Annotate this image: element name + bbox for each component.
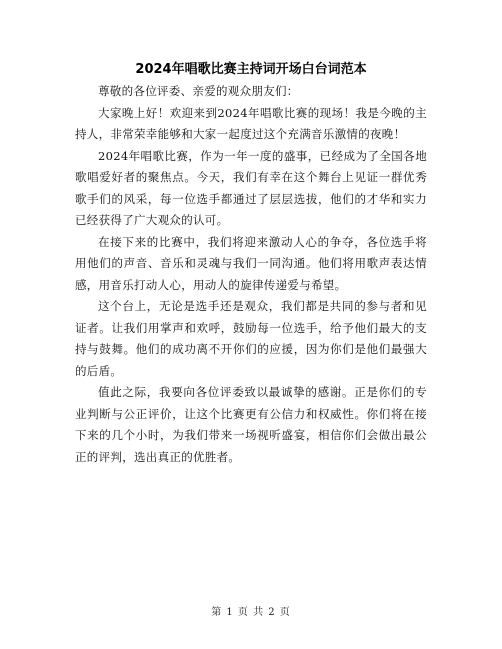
paragraph-audience: 这个台上，无论是选手还是观众，我们都是共同的参与者和见证者。让我们用掌声和欢呼，鼓励每一位选手，给予他们最大的支持与鼓舞。他们的成功离不开你们的应援，因为你们是他们最强大的后盾。 — [75, 299, 427, 378]
salutation: 尊敬的各位评委、亲爱的观众朋友们： — [98, 84, 299, 98]
paragraph-competition: 在接下来的比赛中，我们将迎来激动人心的争夺，各位选手将用他们的声音、音乐和灵魂与我们一同沟通。他们将用歌声表达情感，用音乐打动人心，用动人的旋律传递爱与希望。 — [75, 234, 427, 292]
document-body — [75, 81, 427, 468]
paragraph-judges: 值此之际，我要向各位评委致以最诚挚的感谢。正是你们的专业判断与公正评价，让这个比赛更有公信力和权威性。你们将在接下来的几个小时，为我们带来一场视听盛宴，相信你们会做出最公正的评判，选出真正的优胜者。 — [75, 385, 427, 464]
paragraph-greeting: 大家晚上好！欢迎来到2024年唱歌比赛的现场！我是今晚的主持人，非常荣幸能够和大家一起度过这个充满音乐激情的夜晚！ — [75, 105, 427, 141]
paragraph-introduction: 2024年唱歌比赛，作为一年一度的盛事，已经成为了全国各地歌唱爱好者的聚焦点。今天，我们有幸在这个舞台上见证一群优秀歌手们的风采，每一位选手都通过了层层选拔，他们的才华和实力已经获得了广大观众的认可。 — [75, 148, 427, 227]
page-number-footer: 第 1 页 共 2 页 — [211, 607, 291, 618]
document-title: 2024年唱歌比赛主持词开场白台词范本 — [135, 62, 367, 77]
